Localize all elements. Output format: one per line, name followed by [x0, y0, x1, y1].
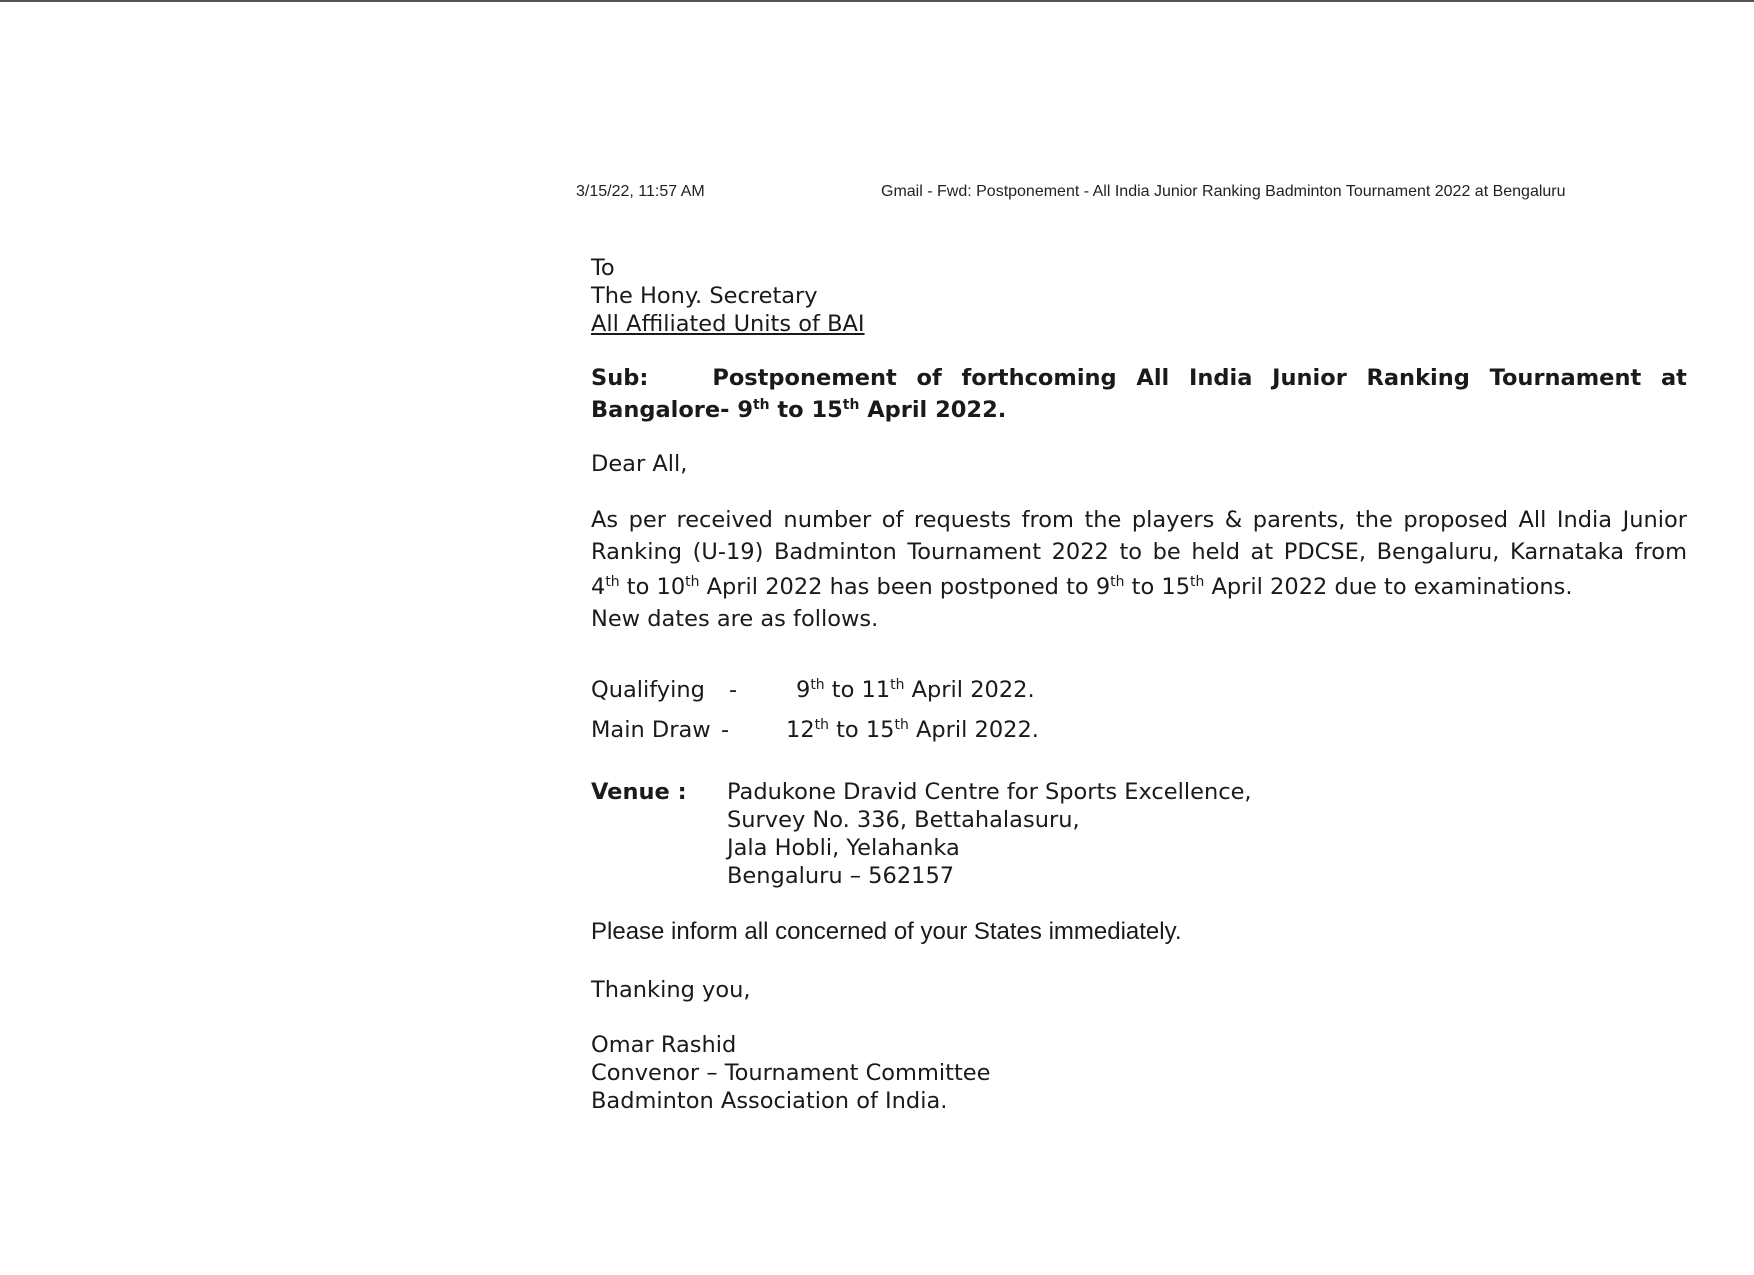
- salutation: Dear All,: [591, 451, 688, 477]
- date-text: April 2022.: [908, 717, 1039, 743]
- schedule-dates: [796, 676, 1035, 704]
- ordinal-suffix: th: [753, 397, 770, 414]
- body-text: April 2022 has been postponed to 9: [699, 574, 1111, 600]
- body-line: [591, 572, 1687, 604]
- ordinal-suffix: th: [1190, 574, 1205, 591]
- signatory-organization: Badminton Association of India.: [591, 1088, 948, 1114]
- venue-address-line: Survey No. 336, Bettahalasuru,: [727, 807, 1080, 833]
- date-text: 12: [786, 717, 815, 743]
- venue-address-line: Bengaluru – 562157: [727, 863, 955, 889]
- signatory-designation: Convenor – Tournament Committee: [591, 1060, 991, 1086]
- ordinal-suffix: th: [814, 717, 829, 734]
- subject-block: [591, 362, 1687, 426]
- body-text: to 10: [619, 574, 686, 600]
- schedule-label: Main Draw: [591, 717, 711, 743]
- ordinal-suffix: th: [890, 677, 905, 694]
- schedule-label: Qualifying: [591, 677, 705, 703]
- subject-word: Tournament: [1489, 365, 1642, 391]
- closing-text: Thanking you,: [591, 977, 751, 1003]
- body-paragraph: [591, 505, 1687, 635]
- subject-line-1: [591, 362, 1687, 394]
- subject-word: forthcoming: [961, 365, 1117, 391]
- subject-word: All: [1136, 365, 1170, 391]
- subject-text: to 15: [769, 397, 843, 423]
- signatory-name: Omar Rashid: [591, 1032, 737, 1058]
- ordinal-suffix: th: [810, 677, 825, 694]
- subject-label: Sub:: [591, 365, 649, 391]
- subject-word: Junior: [1272, 365, 1347, 391]
- ordinal-suffix: th: [894, 717, 909, 734]
- schedule-dash: -: [721, 717, 730, 743]
- venue-label: Venue :: [591, 779, 687, 805]
- ordinal-suffix: th: [605, 574, 620, 591]
- subject-word: India: [1188, 365, 1253, 391]
- address-block: [591, 254, 865, 338]
- body-line: New dates are as follows.: [591, 605, 879, 632]
- address-recipient-group: All Affiliated Units of BAI: [591, 311, 865, 337]
- subject-text: Bangalore- 9: [591, 397, 753, 423]
- date-text: 9: [796, 677, 811, 703]
- venue-address: [727, 778, 1252, 890]
- venue-address-line: Jala Hobli, Yelahanka: [727, 835, 960, 861]
- date-text: April 2022.: [904, 677, 1035, 703]
- date-text: to 15: [828, 717, 895, 743]
- print-timestamp: 3/15/22, 11:57 AM: [576, 183, 705, 200]
- body-text: 4: [591, 574, 606, 600]
- ordinal-suffix: th: [842, 397, 860, 414]
- body-line: Ranking (U-19) Badminton Tournament 2022 to be held at PDCSE, Bengaluru, Karnataka from: [591, 538, 1687, 565]
- schedule-dash: -: [729, 677, 738, 703]
- schedule-dates: [786, 716, 1039, 744]
- page-top-border: [0, 0, 1754, 2]
- print-page-title: Gmail - Fwd: Postponement - All India Junior Ranking Badminton Tournament 2022 at Bengaluru: [881, 183, 1566, 200]
- body-text: to 15: [1124, 574, 1191, 600]
- ordinal-suffix: th: [685, 574, 700, 591]
- venue-address-line: Padukone Dravid Centre for Sports Excellence,: [727, 779, 1252, 805]
- subject-word: at: [1660, 365, 1687, 391]
- subject-line-2: [591, 394, 1687, 426]
- address-recipient: The Hony. Secretary: [591, 283, 818, 309]
- date-text: to 11: [824, 677, 891, 703]
- signature-block: [591, 1031, 990, 1115]
- body-line: As per received number of requests from the players & parents, the proposed All India Junior: [591, 507, 1687, 533]
- address-to: To: [591, 255, 615, 281]
- subject-text: April 2022.: [859, 397, 1007, 423]
- subject-word: of: [916, 365, 942, 391]
- subject-words: [712, 362, 1687, 394]
- subject-word: Postponement: [712, 365, 897, 391]
- instruction-text: Please inform all concerned of your States immediately.: [591, 918, 1182, 945]
- ordinal-suffix: th: [1110, 574, 1125, 591]
- body-text: April 2022 due to examinations.: [1204, 574, 1573, 600]
- subject-word: Ranking: [1366, 365, 1470, 391]
